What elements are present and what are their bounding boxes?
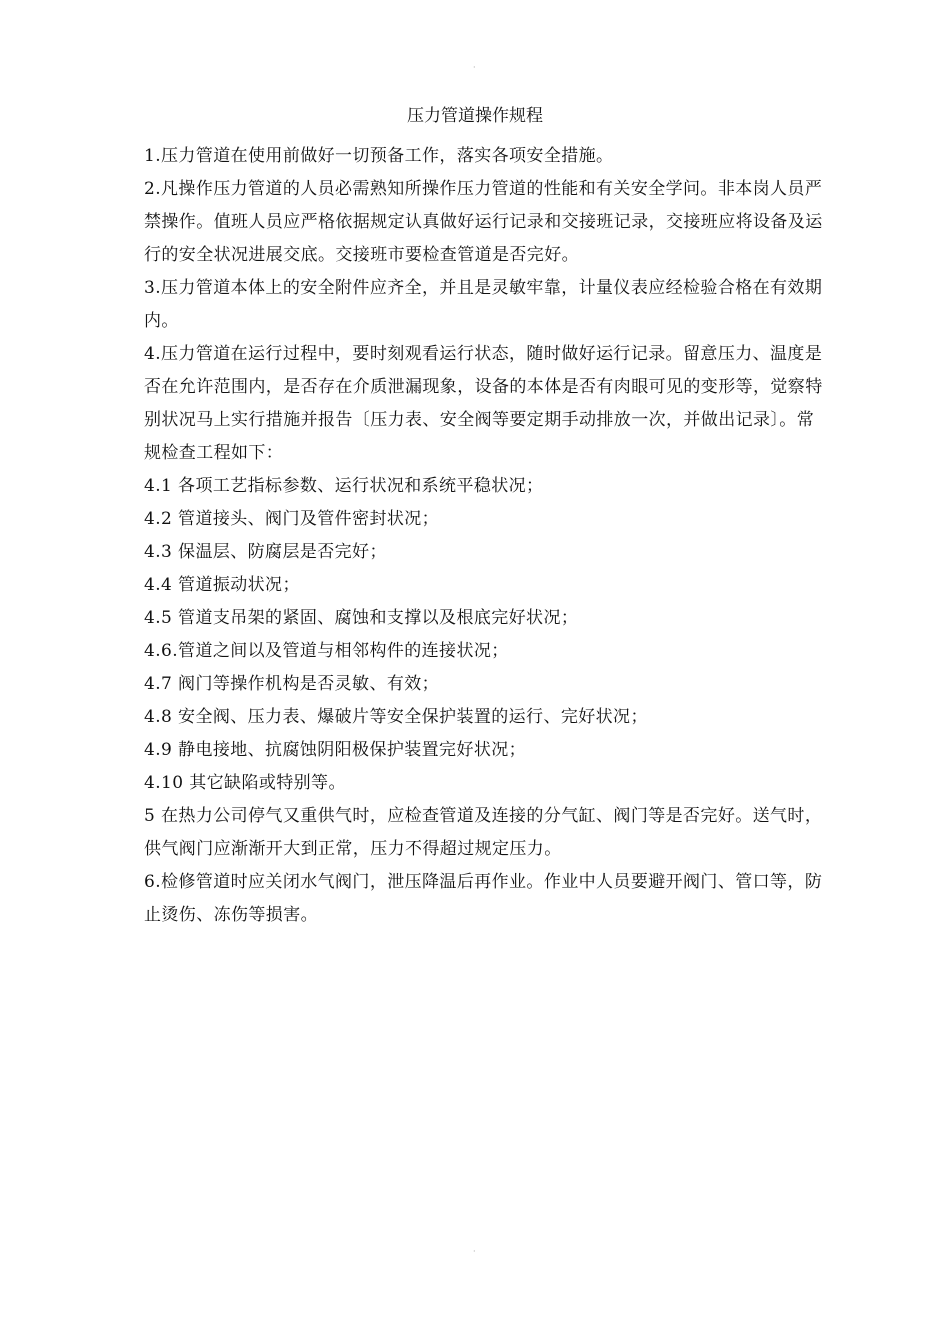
paragraph-3: 3.压力管道本体上的安全附件应齐全，并且是灵敏牢靠，计量仪表应经检验合格在有效期内。 bbox=[144, 278, 823, 331]
checklist-item-4-6: 4.6.管道之间以及管道与相邻构件的连接状况； bbox=[144, 641, 509, 661]
checklist-item-4-9: 4.9 静电接地、抗腐蚀阴阳极保护装置完好状况； bbox=[144, 740, 527, 760]
checklist-item-4-7: 4.7 阀门等操作机构是否灵敏、有效； bbox=[144, 674, 440, 694]
checklist-item-4-8: 4.8 安全阀、压力表、爆破片等安全保护装置的运行、完好状况； bbox=[144, 707, 648, 727]
paragraph-1: 1.压力管道在使用前做好一切预备工作，落实各项安全措施。 bbox=[144, 146, 614, 166]
paragraph-2: 2.凡操作压力管道的人员必需熟知所操作压力管道的性能和有关安全学问。非本岗人员严禁操作。值班人员应严格依据规定认真做好运行记录和交接班记录，交接班应将设备及运行的安全状况进展交底。交接班市要检查管道是否完好。 bbox=[144, 179, 823, 265]
paragraph-6: 6.检修管道时应关闭水气阀门，泄压降温后再作业。作业中人员要避开阀门、管口等，防止烫伤、冻伤等损害。 bbox=[144, 872, 823, 925]
document-body bbox=[144, 140, 824, 932]
document-title: 压力管道操作规程 bbox=[407, 106, 543, 126]
checklist-item-4-1: 4.1 各项工艺指标参数、运行状况和系统平稳状况； bbox=[144, 476, 544, 496]
checklist-item-4-2: 4.2 管道接头、阀门及管件密封状况； bbox=[144, 509, 440, 529]
checklist-item-4-5: 4.5 管道支吊架的紧固、腐蚀和支撑以及根底完好状况； bbox=[144, 608, 579, 628]
checklist-item-4-10: 4.10 其它缺陷或特别等。 bbox=[144, 773, 346, 793]
top-marker: · bbox=[473, 63, 476, 72]
bottom-marker: · bbox=[473, 1247, 476, 1256]
paragraph-5: 5 在热力公司停气又重供气时，应检查管道及连接的分气缸、阀门等是否完好。送气时，供气阀门应渐渐开大到正常，压力不得超过规定压力。 bbox=[144, 806, 823, 859]
paragraph-4: 4.压力管道在运行过程中，要时刻观看运行状态，随时做好运行记录。留意压力、温度是否在允许范围内，是否存在介质泄漏现象，设备的本体是否有肉眼可见的变形等，觉察特别状况马上实行措施并报告〔压力表、安全阀等要定期手动排放一次，并做出记录〕。常规检查工程如下： bbox=[144, 344, 823, 463]
checklist-item-4-3: 4.3 保温层、防腐层是否完好； bbox=[144, 542, 387, 562]
checklist-item-4-4: 4.4 管道振动状况； bbox=[144, 575, 300, 595]
